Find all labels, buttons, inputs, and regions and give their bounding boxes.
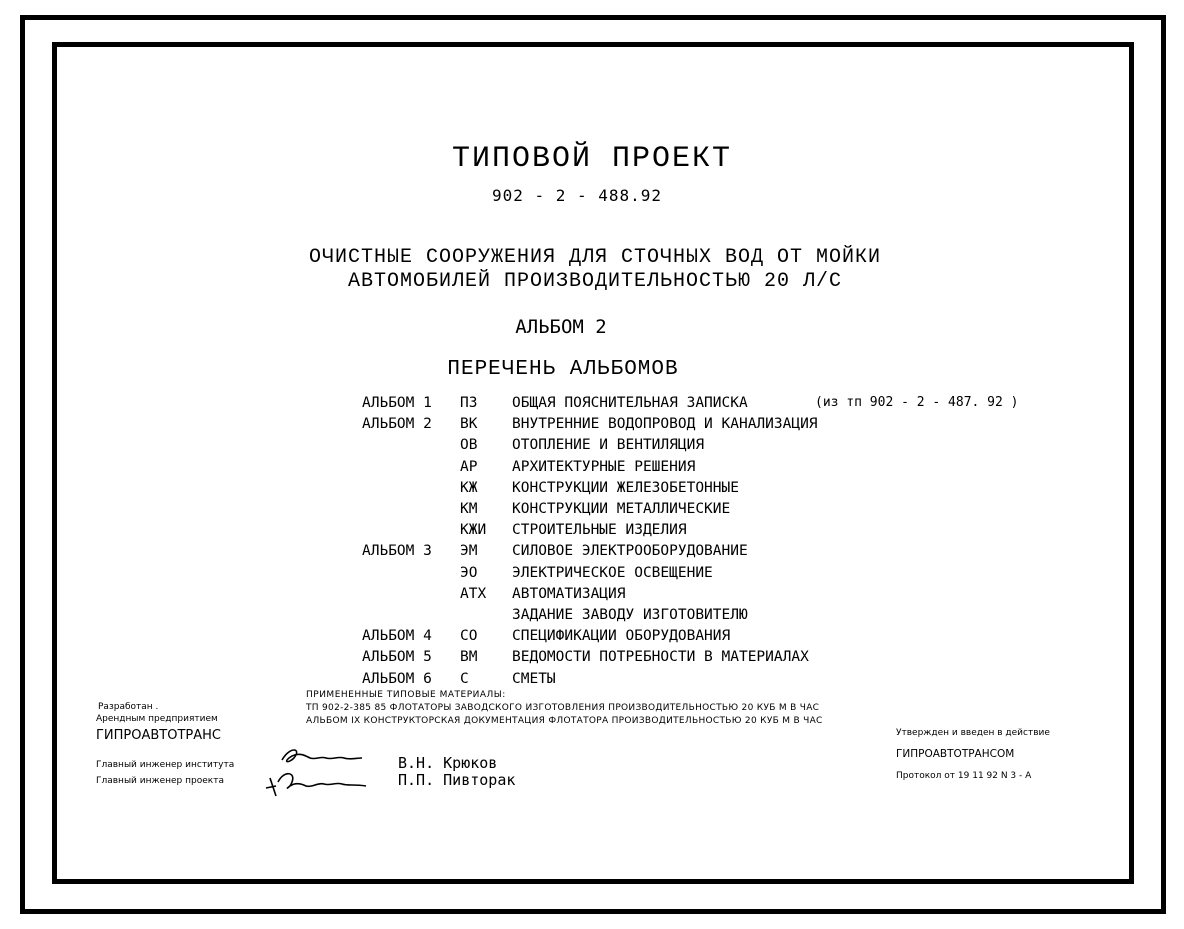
applied-materials-heading: ПРИМЕНЕННЫЕ ТИПОВЫЕ МАТЕРИАЛЫ: bbox=[306, 690, 506, 700]
section-title: СТРОИТЕЛЬНЫЕ ИЗДЕЛИЯ bbox=[512, 522, 687, 538]
section-note: (из тп 902 - 2 - 487. 92 ) bbox=[815, 395, 1019, 410]
section-title: ВЕДОМОСТИ ПОТРЕБНОСТИ В МАТЕРИАЛАХ bbox=[512, 649, 809, 665]
section-code: СО bbox=[460, 628, 478, 644]
approval-label: Утвержден и введен в действие bbox=[896, 728, 1050, 738]
section-code: ВК bbox=[460, 416, 478, 432]
section-title: АВТОМАТИЗАЦИЯ bbox=[512, 586, 626, 602]
section-title: АРХИТЕКТУРНЫЕ РЕШЕНИЯ bbox=[512, 459, 696, 475]
section-title: КОНСТРУКЦИИ ЖЕЛЕЗОБЕТОННЫЕ bbox=[512, 480, 739, 496]
section-title: ЭЛЕКТРИЧЕСКОЕ ОСВЕЩЕНИЕ bbox=[512, 565, 713, 581]
signature-pivtorak bbox=[266, 774, 366, 796]
document-title: ТИПОВОЙ ПРОЕКТ bbox=[451, 142, 733, 176]
album-list-title: ПЕРЕЧЕНЬ АЛЬБОМОВ bbox=[447, 358, 679, 381]
applied-materials-line1: ТП 902-2-385 85 ФЛОТАТОРЫ ЗАВОДСКОГО ИЗГОТОВЛЕНИЯ ПРОИЗВОДИТЕЛЬНОСТЬЮ 20 КУБ М В ЧАС bbox=[306, 703, 820, 713]
album-number: АЛЬБОМ 5 bbox=[362, 649, 432, 665]
project-number: 902 - 2 - 488.92 bbox=[491, 186, 663, 205]
signatures bbox=[262, 742, 372, 800]
section-code: ЭМ bbox=[460, 543, 478, 559]
applied-materials-line2: АЛЬБОМ IX КОНСТРУКТОРСКАЯ ДОКУМЕНТАЦИЯ ФЛОТАТОРА ПРОИЗВОДИТЕЛЬНОСТЬЮ 20 КУБ М В ЧАС bbox=[306, 716, 823, 726]
section-code: КЖ bbox=[460, 480, 478, 496]
album-number: АЛЬБОМ 6 bbox=[362, 671, 432, 687]
section-title: ЗАДАНИЕ ЗАВОДУ ИЗГОТОВИТЕЛЮ bbox=[512, 607, 748, 623]
section-code: ЭО bbox=[460, 565, 478, 581]
album-number: АЛЬБОМ 3 bbox=[362, 543, 432, 559]
approval-org: ГИПРОАВТОТРАНСОМ bbox=[896, 748, 1015, 760]
section-title: КОНСТРУКЦИИ МЕТАЛЛИЧЕСКИЕ bbox=[512, 501, 731, 517]
section-title: ВНУТРЕННИЕ ВОДОПРОВОД И КАНАЛИЗАЦИЯ bbox=[512, 416, 818, 432]
section-title: ОТОПЛЕНИЕ И ВЕНТИЛЯЦИЯ bbox=[512, 437, 705, 453]
section-code: ОВ bbox=[460, 437, 478, 453]
section-code: АР bbox=[460, 459, 478, 475]
section-title: СПЕЦИФИКАЦИИ ОБОРУДОВАНИЯ bbox=[512, 628, 731, 644]
approval-protocol: Протокол от 19 11 92 N 3 - А bbox=[896, 771, 1032, 781]
section-code: КМ bbox=[460, 501, 478, 517]
section-code: ВМ bbox=[460, 649, 478, 665]
chief-engineer-institute-name: В.Н. Крюков bbox=[398, 754, 498, 772]
section-code: КЖИ bbox=[460, 522, 487, 538]
section-title: СИЛОВОЕ ЭЛЕКТРООБОРУДОВАНИЕ bbox=[512, 543, 748, 559]
developer-enterprise-label: Арендным предприятием bbox=[96, 714, 218, 724]
album-number: АЛЬБОМ 4 bbox=[362, 628, 432, 644]
developer-org: ГИПРОАВТОТРАНС bbox=[96, 728, 222, 743]
section-title: ОБЩАЯ ПОЯСНИТЕЛЬНАЯ ЗАПИСКА bbox=[512, 395, 748, 411]
album-number: АЛЬБОМ 1 bbox=[362, 395, 432, 411]
signature-kryukov bbox=[282, 750, 362, 762]
chief-engineer-institute-role: Главный инженер института bbox=[96, 760, 235, 770]
section-code: АТХ bbox=[460, 586, 487, 602]
section-code: ПЗ bbox=[460, 395, 478, 411]
chief-engineer-project-role: Главный инженер проекта bbox=[96, 776, 224, 786]
album-label: АЛЬБОМ 2 bbox=[515, 316, 607, 338]
project-name-line1: ОЧИСТНЫЕ СООРУЖЕНИЯ ДЛЯ СТОЧНЫХ ВОД ОТ МОЙКИ bbox=[308, 246, 882, 269]
chief-engineer-project-name: П.П. Пивторак bbox=[398, 771, 516, 789]
project-name-line2: АВТОМОБИЛЕЙ ПРОИЗВОДИТЕЛЬНОСТЬЮ 20 Л/С bbox=[347, 270, 843, 293]
section-title: СМЕТЫ bbox=[512, 671, 556, 687]
section-code: С bbox=[460, 671, 469, 687]
developer-label: Разработан . bbox=[98, 702, 159, 712]
album-number: АЛЬБОМ 2 bbox=[362, 416, 432, 432]
